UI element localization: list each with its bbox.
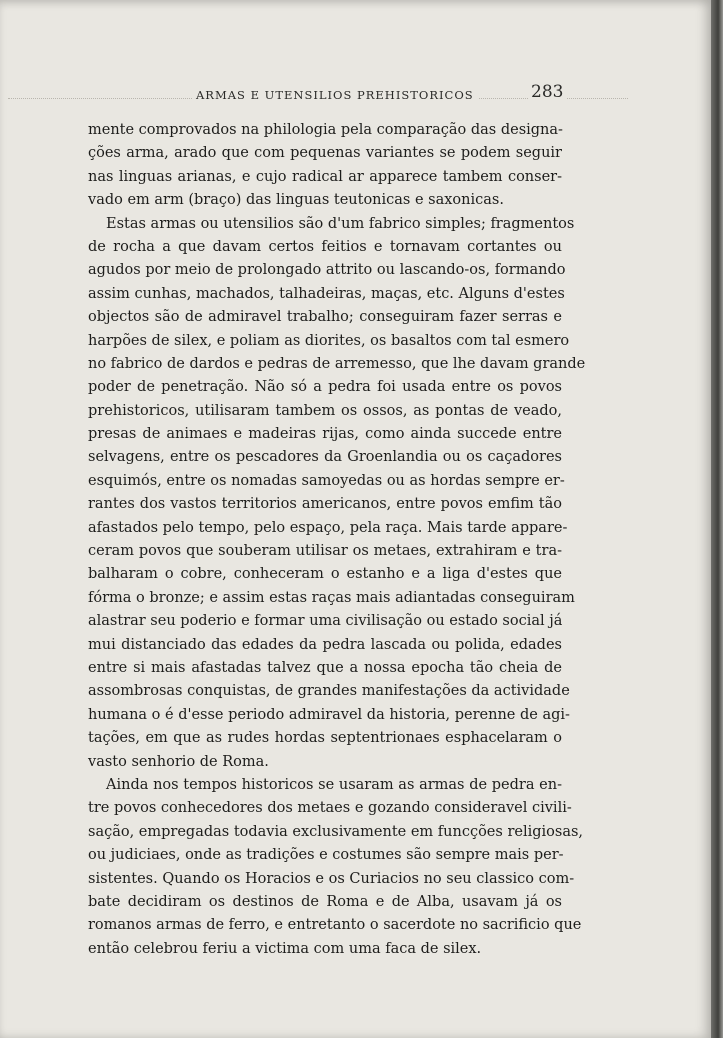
text-line: assim cunhas, machados, talhadeiras, maças, etc. Alguns d'estes xyxy=(88,285,565,302)
text-line: sação, empregadas todavia exclusivamente em funcções religiosas, xyxy=(88,823,584,840)
text-line: sistentes. Quando os Horacios e os Curiacios no seu classico com- xyxy=(88,870,575,887)
text-line: presas de animaes e madeiras rijas, como ainda succede entre xyxy=(88,426,562,443)
text-line: mente comprovados na philologia pela comparação das designa- xyxy=(88,122,563,138)
text-line: poder de penetração. Não só a pedra foi usada entre os povos xyxy=(88,379,562,396)
text-line: Ainda nos tempos historicos se usaram as armas de pedra en- xyxy=(106,776,562,793)
book-spine-edge xyxy=(711,0,723,1038)
text-line: no fabrico de dardos e pedras de arremesso, que lhe davam grande xyxy=(88,355,586,372)
text-line: de rocha a que davam certos feitios e tornavam cortantes ou xyxy=(88,238,562,255)
text-line: ções arma, arado que com pequenas variantes se podem seguir xyxy=(88,145,562,162)
text-line: romanos armas de ferro, e entretanto o sacerdote no sacrificio que xyxy=(88,917,582,934)
body-text xyxy=(88,119,586,961)
text-line: harpões de silex, e poliam as diorites, os basaltos com tal esmero xyxy=(88,332,570,349)
text-line: tre povos conhecedores dos metaes e gozando consideravel civili- xyxy=(88,800,572,817)
text-line: Estas armas ou utensilios são d'um fabrico simples; fragmentos xyxy=(106,215,575,232)
running-title: ARMAS E UTENSILIOS PREHISTORICOS xyxy=(192,88,478,102)
page-header xyxy=(88,82,568,108)
text-line: objectos são de admiravel trabalho; conseguiram fazer serras e xyxy=(88,309,562,326)
page-number: 283 xyxy=(528,82,566,102)
text-line: ou judiciaes, onde as tradições e costumes são sempre mais per- xyxy=(88,847,564,864)
text-line: esquimós, entre os nomadas samoyedas ou as hordas sempre er- xyxy=(88,472,565,489)
text-line: entre si mais afastadas talvez que a nossa epocha tão cheia de xyxy=(88,659,562,676)
text-line: humana o é d'esse periodo admiravel da historia, perenne de agi- xyxy=(88,706,570,723)
text-line: ceram povos que souberam utilisar os metaes, extrahiram e tra- xyxy=(88,543,562,560)
text-line: assombrosas conquistas, de grandes manifestações da actividade xyxy=(88,683,570,700)
text-line: agudos por meio de prolongado attrito ou lascando-os, formando xyxy=(88,262,566,279)
text-line: fórma o bronze; e assim estas raças mais adiantadas conseguiram xyxy=(88,589,575,606)
text-line: vado em arm (braço) das linguas teutonicas e saxonicas. xyxy=(88,192,504,209)
text-line: balharam o cobre, conheceram o estanho e a liga d'estes que xyxy=(88,566,562,583)
text-line: tações, em que as rudes hordas septentrionaes esphacelaram o xyxy=(88,730,562,747)
text-line: alastrar seu poderio e formar uma civilisação ou estado social já xyxy=(88,613,563,630)
text-line: nas linguas arianas, e cujo radical ar apparece tambem conser- xyxy=(88,168,562,185)
text-line: então celebrou feriu a victima com uma faca de silex. xyxy=(88,940,482,957)
text-line: mui distanciado das edades da pedra lascada ou polida, edades xyxy=(88,636,562,653)
text-line: selvagens, entre os pescadores da Groenlandia ou os caçadores xyxy=(88,449,562,466)
text-line: rantes dos vastos territorios americanos, entre povos emfim tão xyxy=(88,496,562,513)
text-line: bate decidiram os destinos de Roma e de Alba, usavam já os xyxy=(88,893,562,910)
text-line: vasto senhorio de Roma. xyxy=(88,753,269,770)
text-line: prehistoricos, utilisaram tambem os ossos, as pontas de veado, xyxy=(88,402,562,419)
text-line: afastados pelo tempo, pelo espaço, pela raça. Mais tarde appare- xyxy=(88,519,568,536)
